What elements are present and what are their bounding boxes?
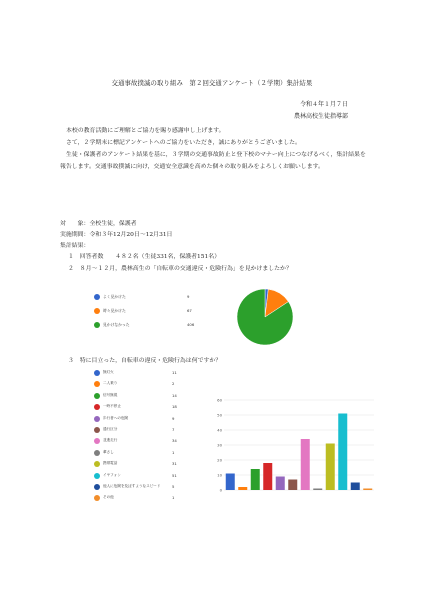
legend-value: 34 xyxy=(172,438,177,444)
bar xyxy=(351,483,360,491)
legend-label: 時々見かけた xyxy=(103,308,126,313)
survey-target: 対 象：全校生徒，保護者 xyxy=(60,221,137,227)
legend-swatch xyxy=(94,416,100,422)
legend-value: 2 xyxy=(172,381,175,387)
bar xyxy=(276,477,285,491)
legend-label: 通行区分 xyxy=(103,427,118,431)
legend-swatch xyxy=(94,393,100,399)
bar xyxy=(251,469,260,490)
bar xyxy=(313,489,322,491)
legend-value: 18 xyxy=(172,404,177,410)
legend-swatch xyxy=(94,438,100,444)
legend-swatch xyxy=(94,308,100,314)
legend-value: 67 xyxy=(187,308,192,313)
legend-value: 11 xyxy=(172,370,177,375)
legend-label: 無灯火 xyxy=(103,370,114,374)
bar xyxy=(226,474,235,491)
legend-swatch xyxy=(94,484,100,490)
survey-period: 実施期間：令和３年12月20日〜12月31日 xyxy=(60,232,173,238)
legend-label: 携帯電話 xyxy=(103,461,118,466)
y-tick-label: 50 xyxy=(217,412,222,418)
question-1: １ 回答者数 ４８２名（生徒331名，保護者151名） xyxy=(68,254,221,260)
legend-label: 見かけなかった xyxy=(103,322,130,327)
legend-value: 7 xyxy=(172,427,175,432)
legend-label: 傘さし xyxy=(103,449,114,454)
legend-label: 並進走行 xyxy=(103,438,118,443)
y-tick-label: 10 xyxy=(217,472,222,478)
department: 農林高校生徒指導部 xyxy=(293,113,348,120)
bar-chart xyxy=(212,394,378,494)
y-tick-label: 40 xyxy=(217,427,222,433)
legend-value: 1 xyxy=(172,495,175,501)
legend-value: 406 xyxy=(187,322,195,327)
legend-swatch xyxy=(94,461,100,467)
legend-swatch xyxy=(94,427,100,433)
legend-swatch xyxy=(94,450,100,456)
bar xyxy=(263,463,272,490)
legend-label: 一時不停止 xyxy=(103,404,121,409)
legend-value: 9 xyxy=(187,294,190,299)
legend-swatch xyxy=(94,404,100,410)
legend-label: 他人に危険を及ぼすようなスピード xyxy=(103,484,161,488)
legend-value: 9 xyxy=(172,415,175,421)
question-3: ３ 特に目立った，自転車の違反・危険行為は何ですか？ xyxy=(68,358,222,364)
legend-value: 5 xyxy=(172,484,175,489)
y-tick-label: 60 xyxy=(217,397,222,403)
legend-label: イヤフォン xyxy=(103,472,121,477)
bar xyxy=(326,444,335,491)
legend-label: 信号無視 xyxy=(103,392,118,397)
legend-label: その他 xyxy=(103,495,114,500)
legend-swatch xyxy=(94,370,100,376)
bar xyxy=(238,487,247,490)
legend-label: 歩行者への危険 xyxy=(103,415,129,420)
legend-label: よく見かけた xyxy=(103,294,126,299)
intro-paragraph-1: 本校の教育活動にご理解とご協力を賜り感謝申し上げます。 xyxy=(66,128,225,134)
legend-value: 51 xyxy=(172,472,177,478)
intro-paragraph-3: 生徒・保護者のアンケート結果を基に，３学期の交通事故防止と登下校のマナー向上につなげるべく，集計結果を報告します。交通事故撲滅に向け，交通安全意識を高めた個々の取り組みをよろしくお願いします。 xyxy=(60,152,366,170)
results-label: 集計結果： xyxy=(60,243,90,249)
legend-swatch xyxy=(94,381,100,387)
y-tick-label: 0 xyxy=(219,487,222,493)
legend-swatch xyxy=(94,473,100,479)
y-tick-label: 20 xyxy=(217,457,222,463)
legend-value: 31 xyxy=(172,461,177,467)
y-tick-label: 30 xyxy=(217,442,222,448)
legend-value: 14 xyxy=(172,392,177,398)
pie-chart xyxy=(236,288,294,346)
legend-label: 二人乗り xyxy=(103,381,118,386)
bar xyxy=(338,414,347,491)
question-2: ２ ８月〜１２月，農林高生の「自転車の交通違反・危険行為」を見かけましたか？ xyxy=(68,266,292,272)
intro-paragraph-2: さて，２学期末に標記アンケートへのご協力をいただき，誠にありがとうございました。 xyxy=(66,140,301,146)
legend-swatch xyxy=(94,322,100,328)
legend-value: 1 xyxy=(172,449,175,455)
bar xyxy=(363,489,372,491)
page-title: 交通事故撲滅の取り組み 第２回交通アンケート（２学期）集計結果 xyxy=(111,79,313,87)
bar xyxy=(301,439,310,490)
issue-date: 令和４年１月７日 xyxy=(299,101,348,108)
legend-swatch xyxy=(94,495,100,501)
bar xyxy=(288,480,297,491)
legend-swatch xyxy=(94,294,100,300)
